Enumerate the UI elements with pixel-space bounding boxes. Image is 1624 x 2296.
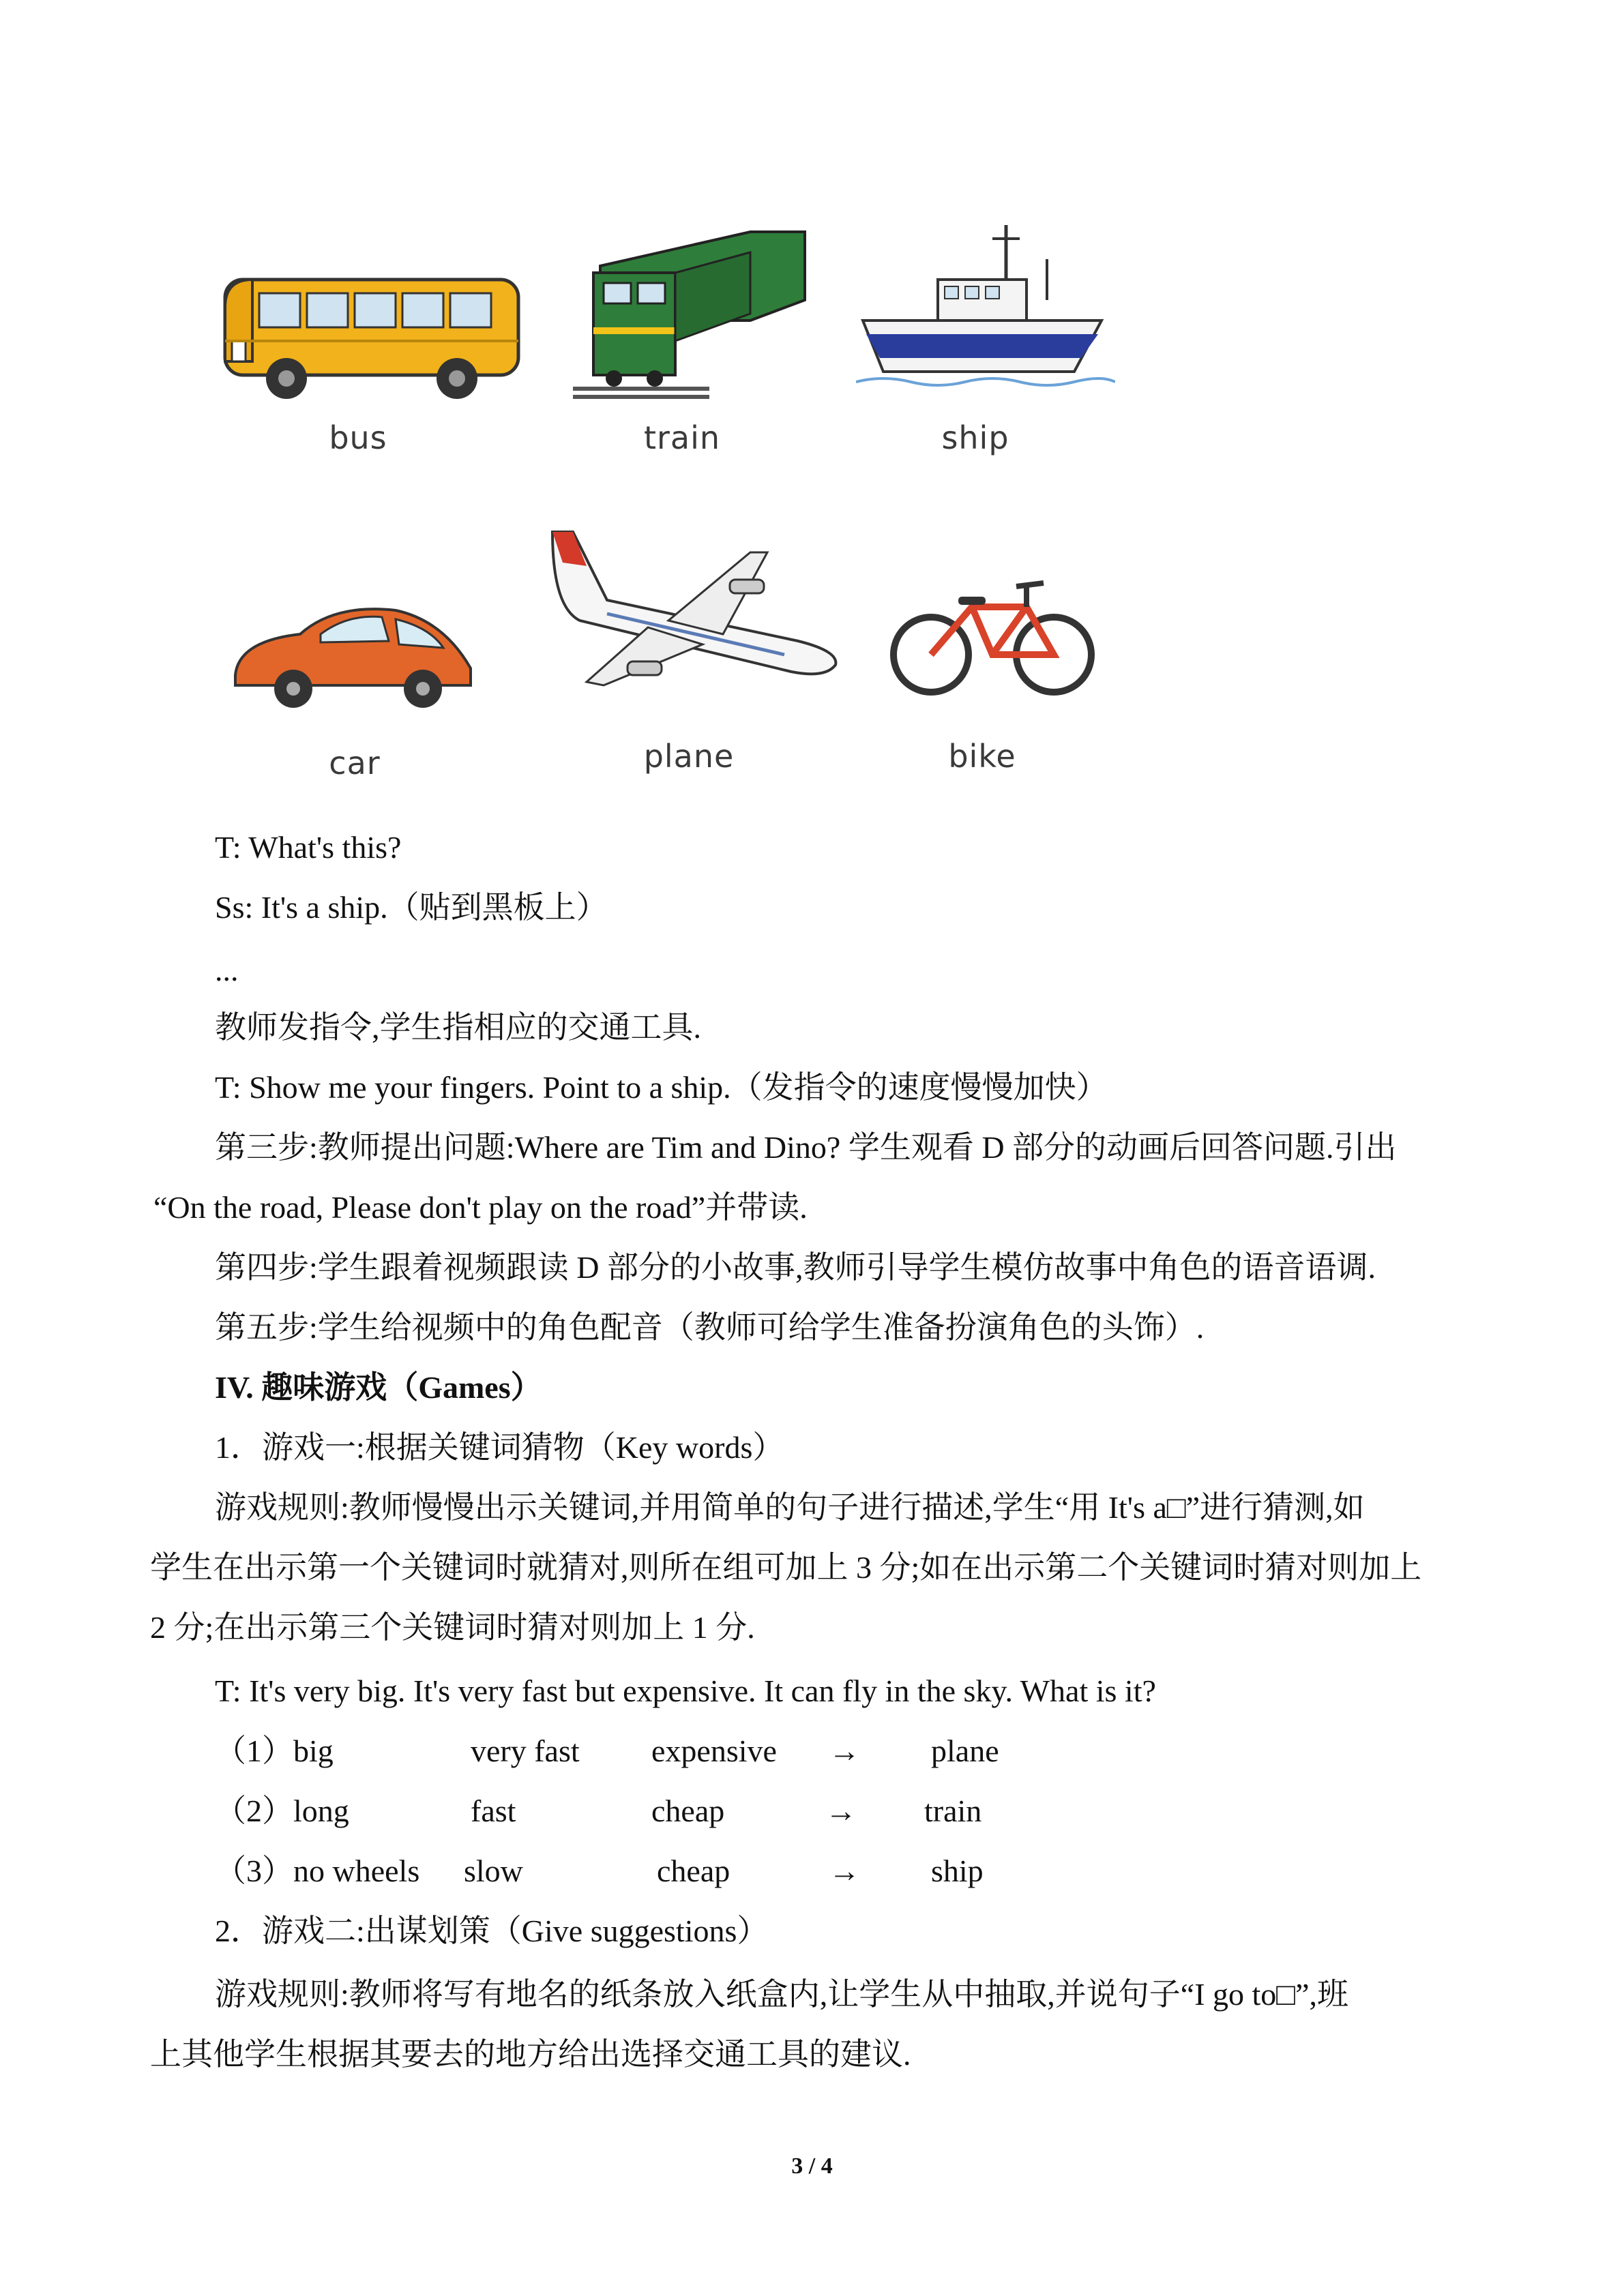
paragraph: 教师发指令,学生指相应的交通工具. <box>215 1010 701 1045</box>
bus-icon <box>211 259 532 409</box>
game-keyword-3: expensive <box>651 1733 777 1768</box>
ship-picture <box>856 218 1115 402</box>
bike-picture <box>890 559 1095 709</box>
ellipsis: ... <box>215 953 239 987</box>
vehicle-label: plane <box>643 738 735 775</box>
subheading: 2．游戏二:出谋划策（Give suggestions） <box>215 1913 769 1948</box>
subheading: 1．游戏一:根据关键词猜物（Key words） <box>215 1430 784 1465</box>
game-answer: train <box>924 1793 982 1828</box>
plane-icon <box>525 525 846 716</box>
game-keyword-1: （3）no wheels <box>215 1853 420 1888</box>
page-number: 3 / 4 <box>791 2153 833 2179</box>
dialogue-line: T: What's this? <box>215 830 402 865</box>
vehicle-label: bike <box>948 738 1016 775</box>
arrow-icon: → <box>829 1853 860 1888</box>
paragraph: 游戏规则:教师将写有地名的纸条放入纸盒内,让学生从中抽取,并说句子“I go to□”,班 <box>215 1977 1348 2012</box>
paragraph: “On the road, Please don't play on the road”并带读. <box>153 1190 808 1225</box>
bike-icon <box>890 559 1095 709</box>
game-answer: ship <box>931 1853 984 1888</box>
paragraph: 学生在出示第一个关键词时就猜对,则所在组可加上 3 分;如在出示第二个关键词时猜对则加上 <box>150 1550 1422 1585</box>
game-keyword-2: fast <box>471 1793 516 1828</box>
car-picture <box>225 593 484 716</box>
plane-picture <box>525 525 846 716</box>
paragraph: 2 分;在出示第三个关键词时猜对则加上 1 分. <box>150 1610 755 1645</box>
dialogue-line: Ss: It's a ship.（贴到黑板上） <box>215 890 608 925</box>
game-keyword-3: cheap <box>651 1793 725 1828</box>
train-icon <box>573 218 818 402</box>
vehicle-label: ship <box>941 419 1009 456</box>
arrow-icon: → <box>829 1733 860 1768</box>
game-keyword-3: cheap <box>657 1853 730 1888</box>
game-keyword-1: （2）long <box>215 1793 349 1828</box>
train-picture <box>573 218 818 402</box>
game-keyword-2: very fast <box>471 1733 580 1768</box>
car-icon <box>225 593 484 716</box>
paragraph: 第三步:教师提出问题:Where are Tim and Dino? 学生观看 D 部分的动画后回答问题.引出 <box>215 1130 1397 1165</box>
game-row <box>0 1852 1624 1890</box>
ship-icon <box>856 218 1115 402</box>
vehicle-label: car <box>329 745 381 781</box>
game-keyword-1: （1）big <box>215 1733 334 1768</box>
dialogue-line: T: Show me your fingers. Point to a ship.（发指令的速度慢慢加快） <box>215 1070 1108 1105</box>
game-row <box>0 1792 1624 1830</box>
paragraph: 第四步:学生跟着视频跟读 D 部分的小故事,教师引导学生模仿故事中角色的语音语调. <box>215 1250 1376 1285</box>
bus-picture <box>211 259 532 409</box>
paragraph: 第五步:学生给视频中的角色配音（教师可给学生准备扮演角色的头饰）. <box>215 1310 1205 1345</box>
game-keyword-2: slow <box>464 1853 523 1888</box>
game-answer: plane <box>931 1733 999 1768</box>
section-heading: IV. 趣味游戏（Games） <box>215 1370 542 1405</box>
arrow-icon: → <box>825 1793 857 1828</box>
game-row <box>0 1732 1624 1770</box>
vehicle-label: train <box>643 419 721 456</box>
vehicle-label: bus <box>329 419 387 456</box>
dialogue-line: T: It's very big. It's very fast but expensive. It can fly in the sky. What is it? <box>215 1673 1156 1708</box>
paragraph: 游戏规则:教师慢慢出示关键词,并用简单的句子进行描述,学生“用 It's a□”进行猜测,如 <box>215 1490 1365 1525</box>
paragraph: 上其他学生根据其要去的地方给出选择交通工具的建议. <box>150 2037 911 2072</box>
